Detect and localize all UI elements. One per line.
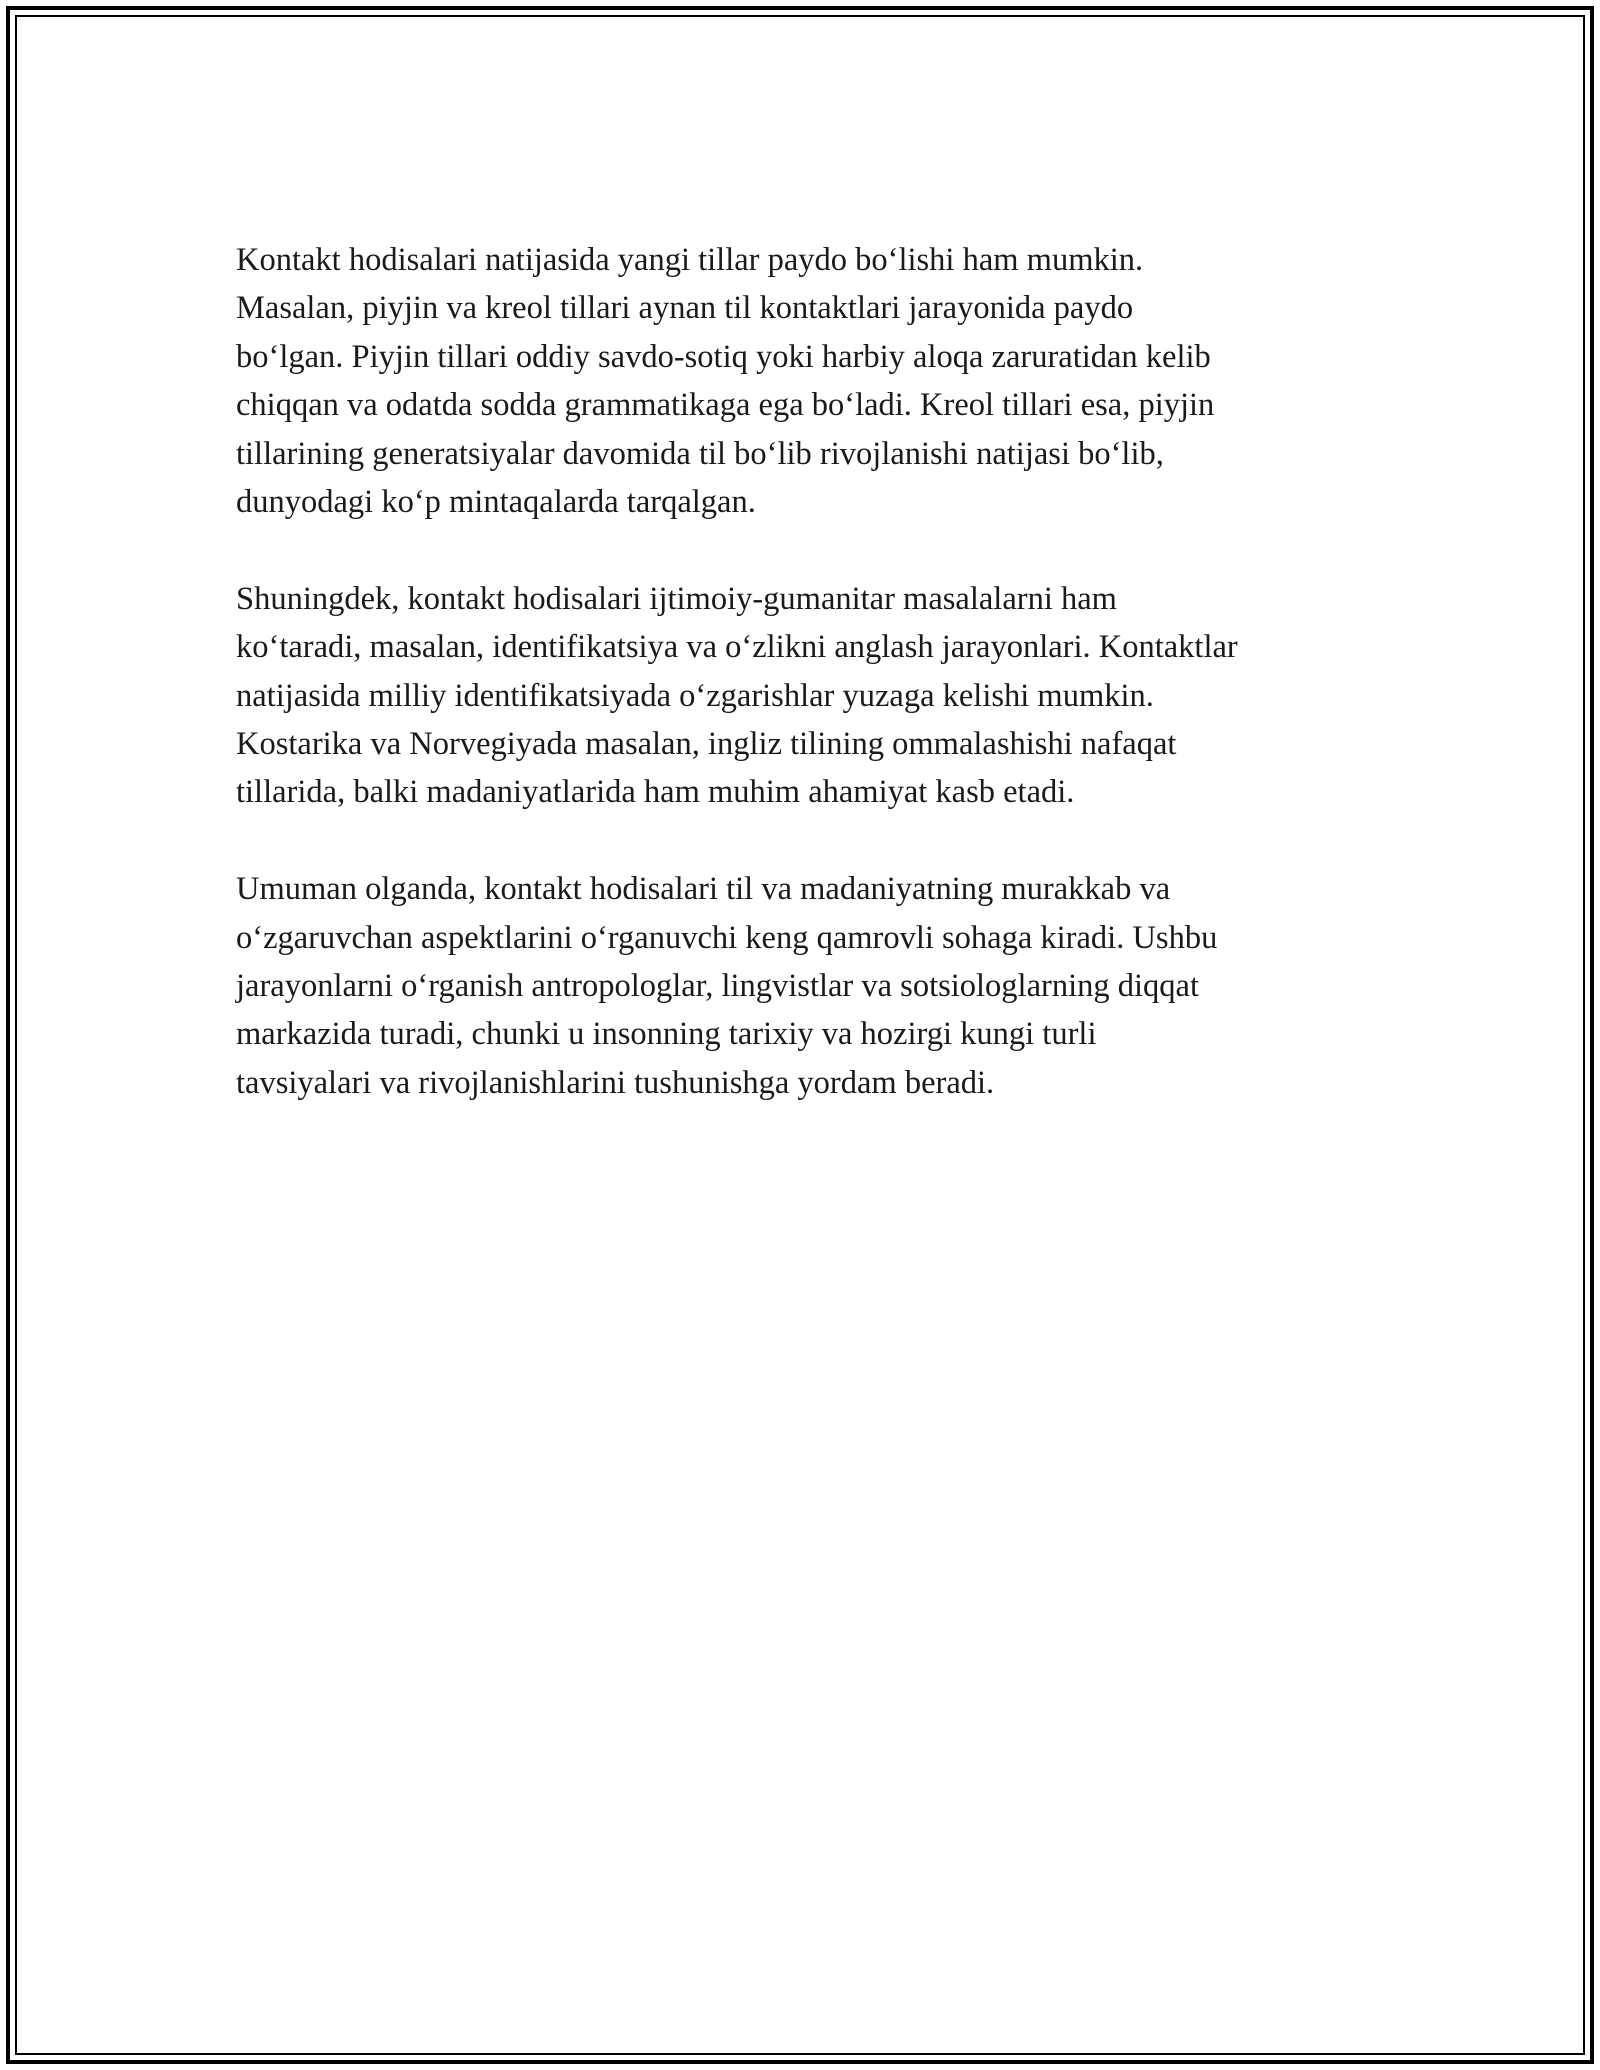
text-line: Umuman olganda, kontakt hodisalari til va madaniyatning murakkab va [236,871,1171,908]
text-line: tillarining generatsiyalar davomida til boʻlib rivojlanishi natijasi boʻlib, [236,435,1164,472]
text-line: natijasida milliy identifikatsiyada oʻzgarishlar yuzaga kelishi mumkin. [236,677,1154,714]
text-line: koʻtaradi, masalan, identifikatsiya va oʻzlikni anglash jarayonlari. Kontaktlar [236,629,1238,666]
text-line: dunyodagi koʻp mintaqalarda tarqalgan. [236,484,756,521]
paragraph-3 [236,865,1376,1107]
text-line: oʻzgaruvchan aspektlarini oʻrganuvchi keng qamrovli sohaga kiradi. Ushbu [236,919,1218,956]
text-line: Shuningdek, kontakt hodisalari ijtimoiy-gumanitar masalalarni ham [236,580,1117,617]
text-line: jarayonlarni oʻrganish antropologlar, lingvistlar va sotsiologlarning diqqat [236,968,1199,1005]
text-line: chiqqan va odatda sodda grammatikaga ega boʻladi. Kreol tillari esa, piyjin [236,387,1215,424]
paragraph-2 [236,575,1376,817]
text-line: boʻlgan. Piyjin tillari oddiy savdo-sotiq yoki harbiy aloqa zaruratidan kelib [236,338,1211,375]
text-line: tillarida, balki madaniyatlarida ham muhim ahamiyat kasb etadi. [236,774,1075,811]
text-line: markazida turadi, chunki u insonning tarixiy va hozirgi kungi turli [236,1016,1097,1053]
text-line: Masalan, piyjin va kreol tillari aynan til kontaktlari jarayonida paydo [236,290,1134,327]
paragraph-1 [236,236,1376,526]
text-line: tavsiyalari va rivojlanishlarini tushunishga yordam beradi. [236,1064,995,1101]
text-line: Kostarika va Norvegiyada masalan, ingliz tilining ommalashishi nafaqat [236,726,1177,763]
document-body [236,236,1376,1107]
text-line: Kontakt hodisalari natijasida yangi tillar paydo boʻlishi ham mumkin. [236,242,1144,278]
